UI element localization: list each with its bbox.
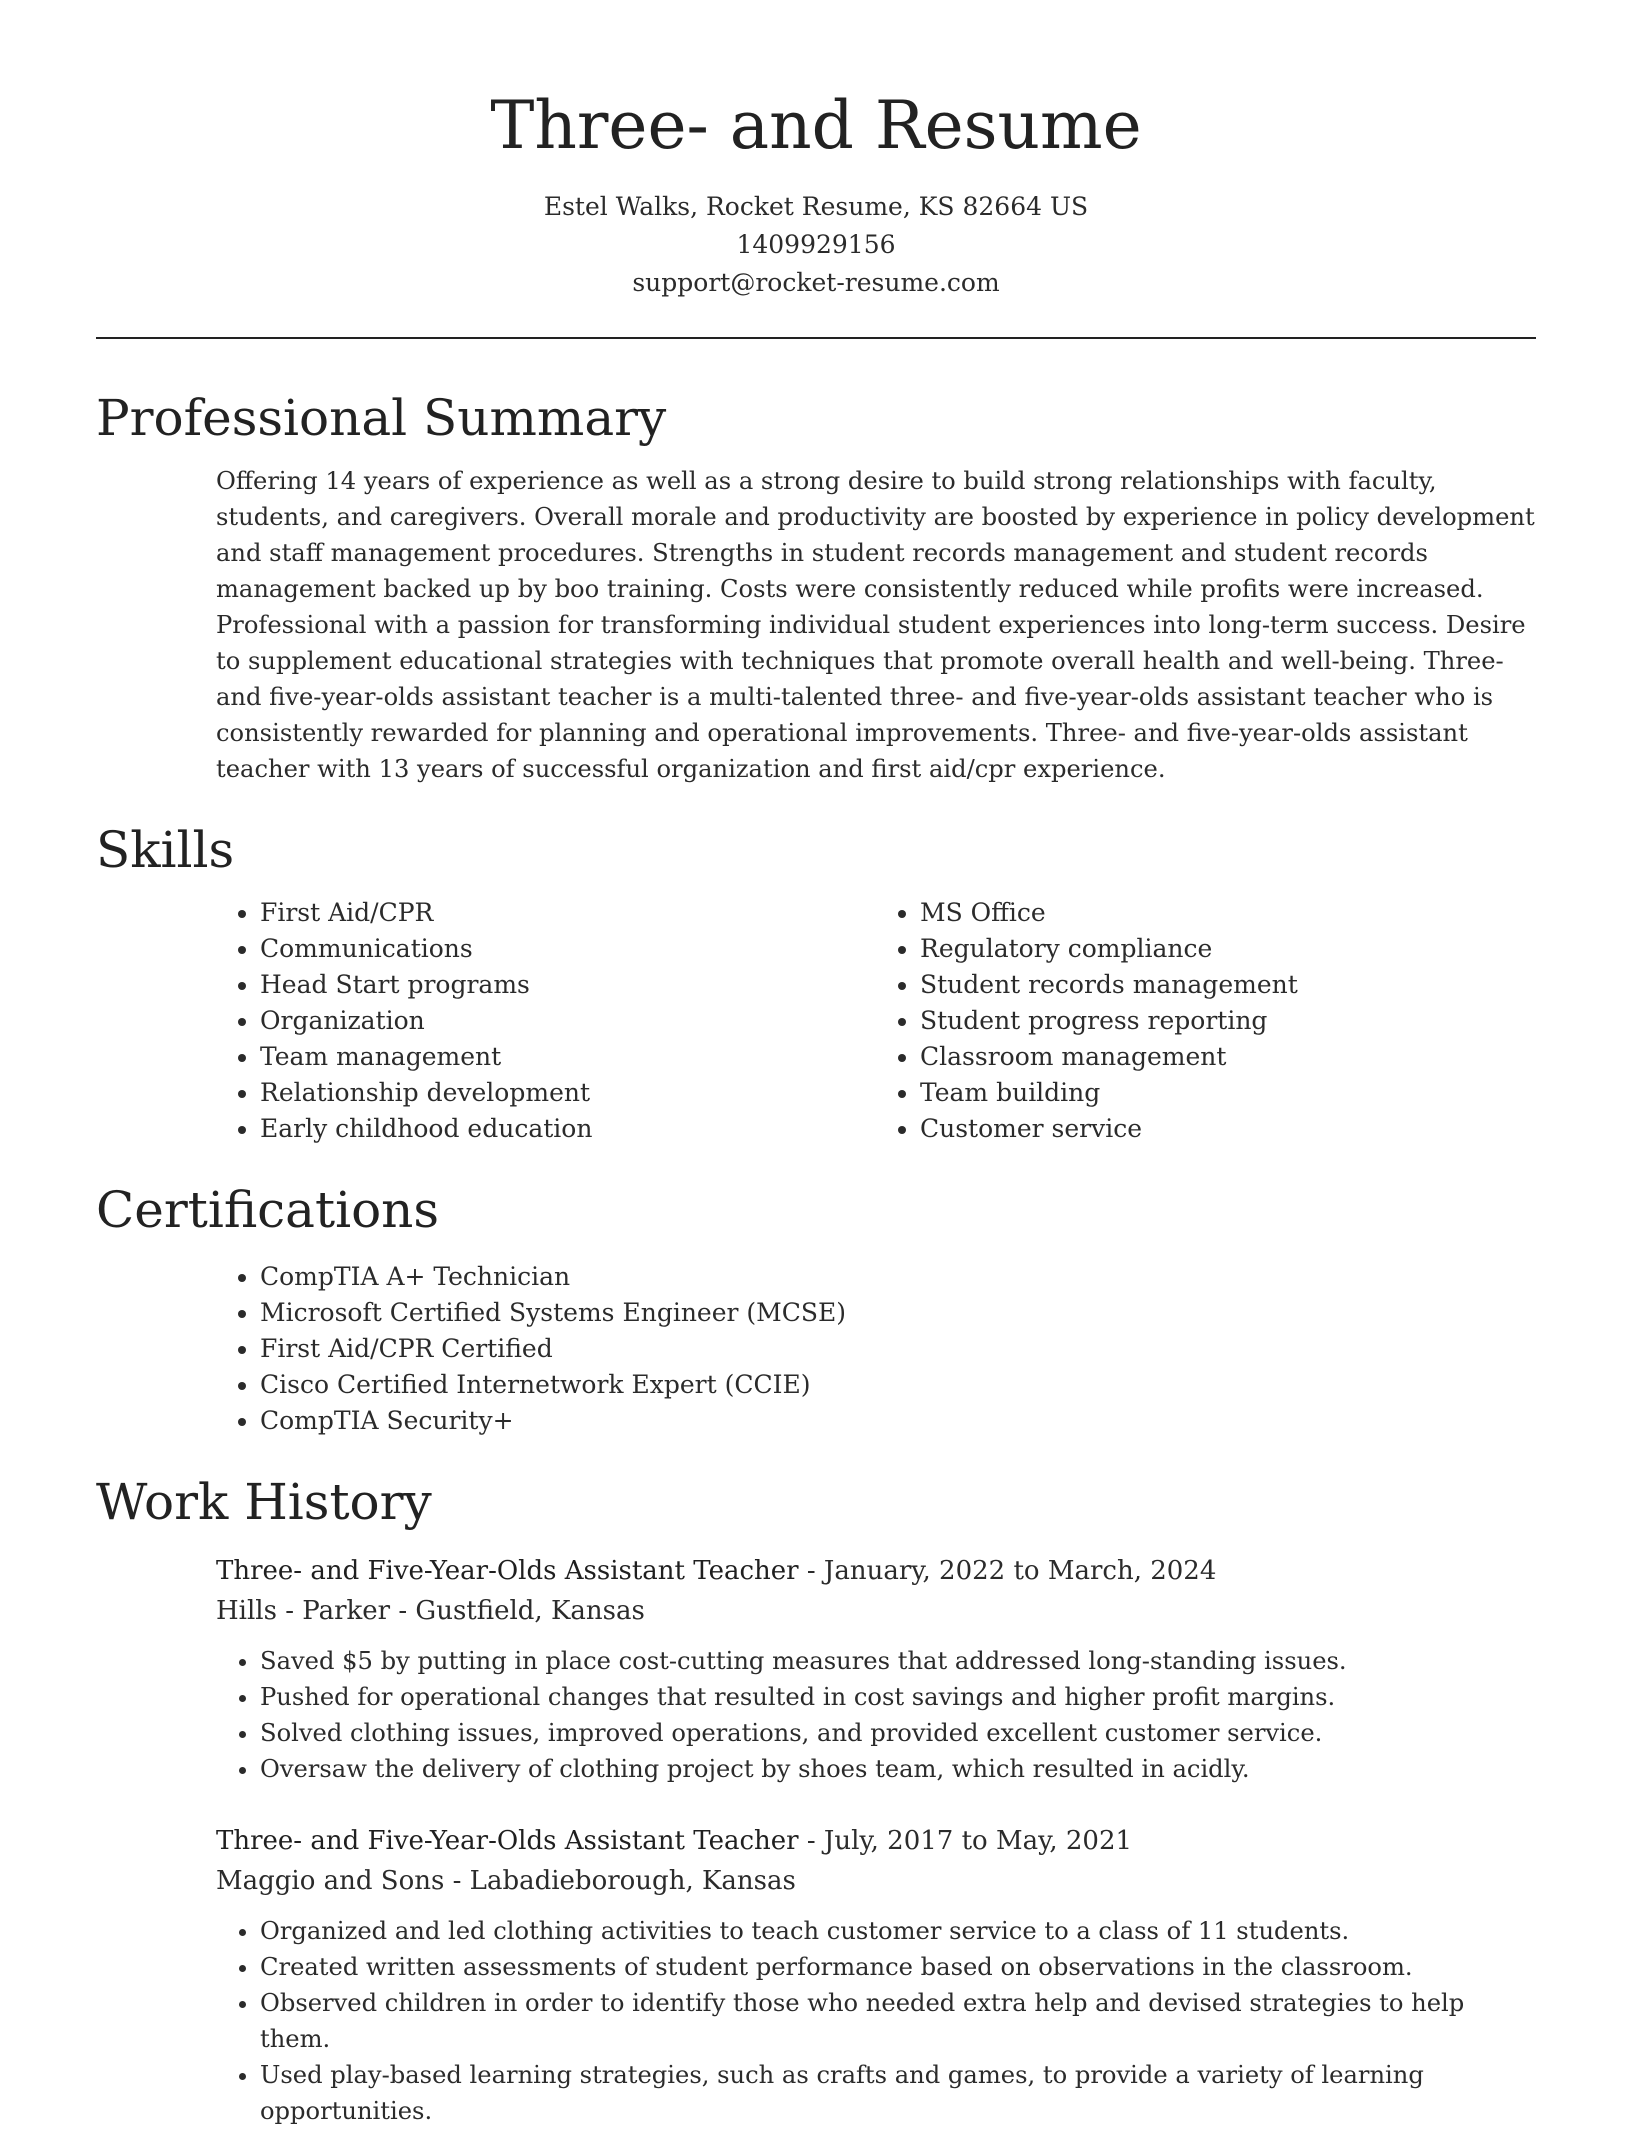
job-entry	[216, 1551, 1536, 1787]
header-divider	[96, 337, 1536, 339]
job-bullet: • Saved $5 by putting in place cost-cutting measures that addressed long-standing issues.	[260, 1643, 1536, 1679]
job-company-line	[216, 1591, 1536, 1631]
job-entry	[216, 1821, 1536, 2129]
job-bullet: • Organized and led clothing activities to teach customer service to a class of 11 students.	[260, 1913, 1536, 1949]
skill-item: • Customer service	[920, 1111, 1536, 1147]
skill-item: • Communications	[260, 931, 876, 967]
job-bullet: • Created written assessments of student performance based on observations in the classroom.	[260, 1949, 1536, 1985]
skill-item: • Classroom management	[920, 1039, 1536, 1075]
job-location: - Gustfield, Kansas	[390, 1596, 645, 1626]
address-text: Estel Walks, Rocket Resume, KS 82664 US	[543, 192, 1089, 221]
skill-item: • Team management	[260, 1039, 876, 1075]
job-bullet: • Solved clothing issues, improved operations, and provided excellent customer service.	[260, 1715, 1536, 1751]
certification-item: • CompTIA Security+	[260, 1403, 1536, 1439]
job-bullets	[216, 1913, 1536, 2129]
summary-text: Offering 14 years of experience as well as a strong desire to build strong relationships with faculty, students, and caregivers. Overall morale and productivity are boosted by experience in policy development and staff management procedures. Strengths in student records management and student records management backed up by boo training. Costs were consistently reduced while profits were increased. Professional with a passion for transforming individual student experiences into long-term success. Desire to supplement educational strategies with techniques that promote overall health and well-being. Three- and five-year-olds assistant teacher is a multi-talented three- and five-year-olds assistant teacher who is consistently rewarded for planning and operational improvements. Three- and five-year-olds assistant teacher with 13 years of successful organization and first aid/cpr experience.	[216, 467, 1535, 783]
job-bullet: • Observed children in order to identify those who needed extra help and devised strategies to help them.	[260, 1985, 1536, 2057]
summary-section	[96, 385, 1536, 787]
skill-item: • Head Start programs	[260, 967, 876, 1003]
job-dates: - July, 2017 to May, 2021	[798, 1826, 1133, 1856]
job-bullet: • Used play-based learning strategies, such as crafts and games, to provide a variety of learning opportunities.	[260, 2057, 1536, 2129]
certification-item: • Microsoft Certified Systems Engineer (MCSE)	[260, 1295, 1536, 1331]
skills-section	[96, 817, 1536, 1147]
resume-title: Three- and Resume	[490, 87, 1142, 164]
certifications-heading: Certifications	[96, 1181, 440, 1239]
certifications-section	[96, 1177, 1536, 1439]
job-location: - Labadieborough, Kansas	[444, 1866, 796, 1896]
job-title-line	[216, 1551, 1536, 1591]
contact-info	[96, 188, 1536, 302]
job-title: Three- and Five-Year-Olds Assistant Teacher	[216, 1556, 799, 1586]
skills-list-left	[216, 895, 876, 1147]
skill-item: • First Aid/CPR	[260, 895, 876, 931]
phone-text: 1409929156	[736, 230, 896, 259]
skills-columns	[216, 895, 1536, 1147]
certification-item: • CompTIA A+ Technician	[260, 1259, 1536, 1295]
resume-header	[96, 0, 1536, 302]
job-dates: - January, 2022 to March, 2024	[798, 1556, 1217, 1586]
job-bullet: • Pushed for operational changes that resulted in cost savings and higher profit margins.	[260, 1679, 1536, 1715]
job-title-line	[216, 1821, 1536, 1861]
work-history-section	[96, 1469, 1536, 2129]
skills-heading: Skills	[96, 821, 235, 879]
skill-item: • Team building	[920, 1075, 1536, 1111]
skill-item: • Organization	[260, 1003, 876, 1039]
work-history-heading: Work History	[96, 1473, 432, 1531]
certifications-list	[216, 1259, 1536, 1439]
job-bullet: • Oversaw the delivery of clothing project by shoes team, which resulted in acidly.	[260, 1751, 1536, 1787]
skill-item: • Regulatory compliance	[920, 931, 1536, 967]
skill-item: • Student progress reporting	[920, 1003, 1536, 1039]
job-company-line	[216, 1861, 1536, 1901]
skill-item: • Student records management	[920, 967, 1536, 1003]
skills-list-right	[876, 895, 1536, 1147]
job-company: Hills - Parker	[216, 1596, 391, 1626]
job-bullets	[216, 1643, 1536, 1787]
skill-item: • Early childhood education	[260, 1111, 876, 1147]
skill-item: • MS Office	[920, 895, 1536, 931]
certification-item: • Cisco Certified Internetwork Expert (CCIE)	[260, 1367, 1536, 1403]
job-title: Three- and Five-Year-Olds Assistant Teacher	[216, 1826, 799, 1856]
summary-heading: Professional Summary	[96, 389, 667, 447]
skill-item: • Relationship development	[260, 1075, 876, 1111]
email-text: support@rocket-resume.com	[632, 268, 1000, 297]
job-company: Maggio and Sons	[216, 1866, 445, 1896]
certification-item: • First Aid/CPR Certified	[260, 1331, 1536, 1367]
